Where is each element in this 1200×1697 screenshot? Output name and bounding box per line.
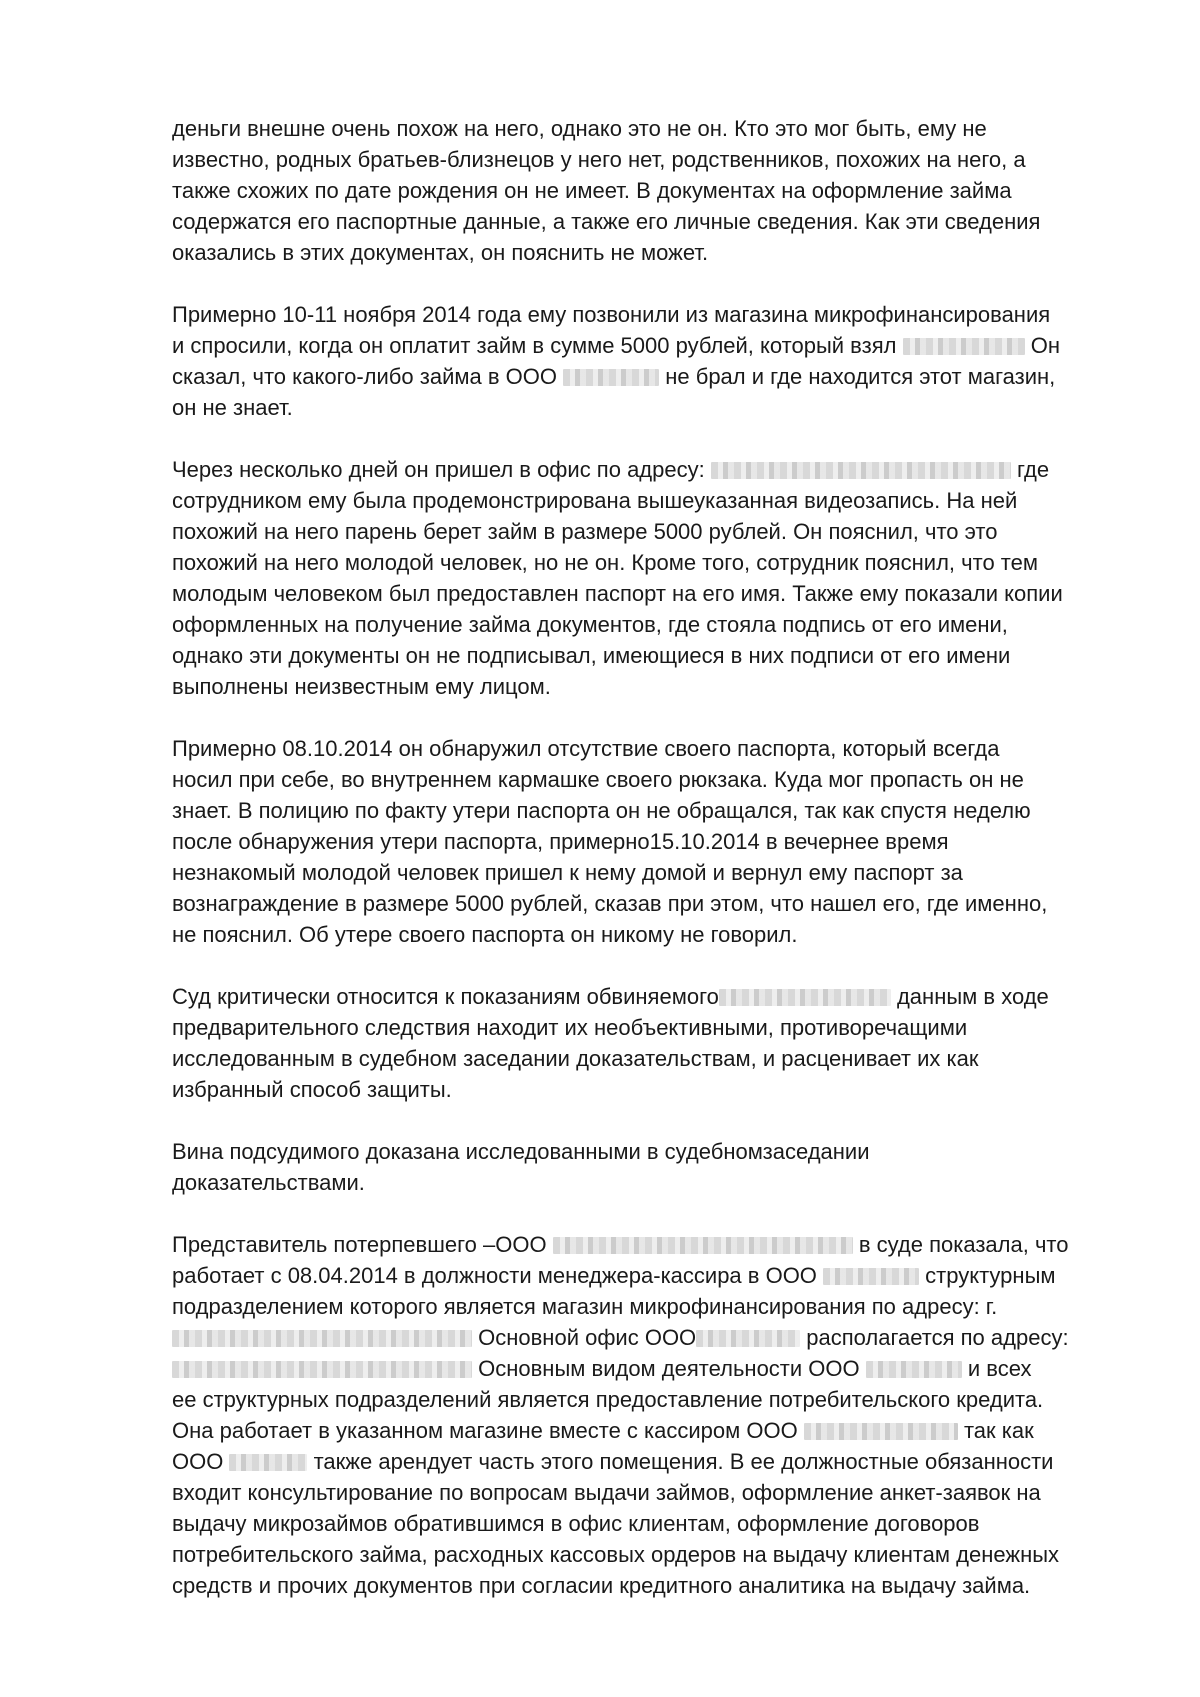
redacted-company	[553, 1237, 853, 1254]
text-line: похожий на него парень берет займ в размере 5000 рублей. Он пояснил, что это	[172, 519, 998, 544]
redacted-company	[696, 1330, 800, 1347]
redacted-address	[172, 1361, 472, 1378]
text-line: подразделением которого является магазин микрофинансирования по адресу: г.	[172, 1294, 998, 1319]
paragraph-4	[172, 733, 1132, 950]
text-line: он не знает.	[172, 395, 293, 420]
text-line	[172, 1260, 1132, 1291]
text-line: содержатся его паспортные данные, а также его личные сведения. Как эти сведения	[172, 209, 1041, 234]
text-line	[172, 981, 1132, 1012]
redacted-name	[719, 989, 891, 1006]
text-segment: Через несколько дней он пришел в офис по адресу:	[172, 457, 705, 482]
redacted-address	[172, 1330, 472, 1347]
text-line: ее структурных подразделений является предоставление потребительского кредита.	[172, 1387, 1044, 1412]
redacted-address	[711, 462, 1011, 479]
text-segment: не брал и где находится этот магазин,	[665, 364, 1056, 389]
text-segment: и спросили, когда он оплатит займ в сумме 5000 рублей, который взял	[172, 333, 897, 358]
text-segment: Суд критически относится к показаниям обвиняемого	[172, 984, 719, 1009]
text-line: выдачу микрозаймов обратившимся в офис клиентам, оформление договоров	[172, 1511, 980, 1536]
paragraph-2	[172, 299, 1132, 423]
text-segment: ООО	[172, 1449, 224, 1474]
text-line	[172, 1229, 1132, 1260]
text-segment: структурным	[925, 1263, 1056, 1288]
redacted-company	[823, 1268, 919, 1285]
paragraph-6	[172, 1136, 1132, 1198]
text-line: после обнаружения утери паспорта, примерно15.10.2014 в вечернее время	[172, 829, 949, 854]
redacted-company	[563, 369, 659, 386]
text-line: вознаграждение в размере 5000 рублей, сказав при этом, что нашел его, где именно,	[172, 891, 1048, 916]
text-line: незнакомый молодой человек пришел к нему домой и вернул ему паспорт за	[172, 860, 963, 885]
text-segment: Основным видом деятельности ООО	[478, 1356, 860, 1381]
text-segment: Представитель потерпевшего –ООО	[172, 1232, 547, 1257]
text-line: носил при себе, во внутреннем кармашке своего рюкзака. Куда мог пропасть он не	[172, 767, 1024, 792]
paragraph-3	[172, 454, 1132, 702]
text-line	[172, 330, 1132, 361]
redacted-company	[804, 1423, 958, 1440]
text-line: выполнены неизвестным ему лицом.	[172, 674, 551, 699]
paragraph-1	[172, 113, 1132, 268]
text-line: знает. В полицию по факту утери паспорта он не обращался, так как спустя неделю	[172, 798, 1031, 823]
text-line: деньги внешне очень похож на него, однако это не он. Кто это мог быть, ему не	[172, 116, 987, 141]
text-line: молодым человеком был предоставлен паспорт на его имя. Также ему показали копии	[172, 581, 1063, 606]
paragraph-7	[172, 1229, 1132, 1601]
text-segment: работает с 08.04.2014 в должности менеджера-кассира в ООО	[172, 1263, 817, 1288]
text-line: сотрудником ему была продемонстрирована вышеуказанная видеозапись. На ней	[172, 488, 1018, 513]
document-page	[172, 113, 1132, 1601]
text-line: входит консультирование по вопросам выдачи займов, оформление анкет-заявок на	[172, 1480, 1041, 1505]
text-line	[172, 1415, 1132, 1446]
text-segment: Основной офис ООО	[478, 1325, 697, 1350]
text-line: оказались в этих документах, он пояснить не может.	[172, 240, 709, 265]
text-line: похожий на него молодой человек, но не он. Кроме того, сотрудник пояснил, что тем	[172, 550, 1038, 575]
redacted-company	[866, 1361, 962, 1378]
text-line: также схожих по дате рождения он не имеет. В документах на оформление займа	[172, 178, 1012, 203]
text-segment: располагается по адресу:	[806, 1325, 1069, 1350]
redacted-company	[229, 1454, 307, 1471]
text-line	[172, 1446, 1132, 1477]
text-segment: где	[1016, 457, 1050, 482]
text-segment: в суде показала, что	[858, 1232, 1069, 1257]
text-line	[172, 361, 1132, 392]
text-line: не пояснил. Об утере своего паспорта он никому не говорил.	[172, 922, 798, 947]
text-line: избранный способ защиты.	[172, 1077, 452, 1102]
text-line: Примерно 08.10.2014 он обнаружил отсутствие своего паспорта, который всегда	[172, 736, 1000, 761]
text-line: Примерно 10-11 ноября 2014 года ему позвонили из магазина микрофинансирования	[172, 302, 1051, 327]
text-line	[172, 1322, 1132, 1353]
text-segment: Она работает в указанном магазине вместе с кассиром ООО	[172, 1418, 798, 1443]
text-line	[172, 454, 1132, 485]
text-line	[172, 1353, 1132, 1384]
text-segment: данным в ходе	[896, 984, 1049, 1009]
text-line: потребительского займа, расходных кассовых ордеров на выдачу клиентам денежных	[172, 1542, 1060, 1567]
text-segment: так как	[963, 1418, 1034, 1443]
text-line: исследованным в судебном заседании доказательствам, и расценивает их как	[172, 1046, 979, 1071]
text-line: оформленных на получение займа документов, где стояла подпись от его имени,	[172, 612, 1008, 637]
text-segment: также арендует часть этого помещения. В ее должностные обязанности	[313, 1449, 1054, 1474]
text-line: предварительного следствия находит их необъективными, противоречащими	[172, 1015, 968, 1040]
text-line: известно, родных братьев-близнецов у него нет, родственников, похожих на него, а	[172, 147, 1026, 172]
text-line: доказательствами.	[172, 1170, 365, 1195]
text-segment: сказал, что какого-либо займа в ООО	[172, 364, 557, 389]
redacted-name	[903, 338, 1025, 355]
text-line: средств и прочих документов при согласии кредитного аналитика на выдачу займа.	[172, 1573, 1031, 1598]
text-line: Вина подсудимого доказана исследованными в судебномзаседании	[172, 1139, 870, 1164]
text-segment: Он	[1030, 333, 1060, 358]
paragraph-5	[172, 981, 1132, 1105]
text-line: однако эти документы он не подписывал, имеющиеся в них подписи от его имени	[172, 643, 1011, 668]
text-segment: и всех	[967, 1356, 1032, 1381]
